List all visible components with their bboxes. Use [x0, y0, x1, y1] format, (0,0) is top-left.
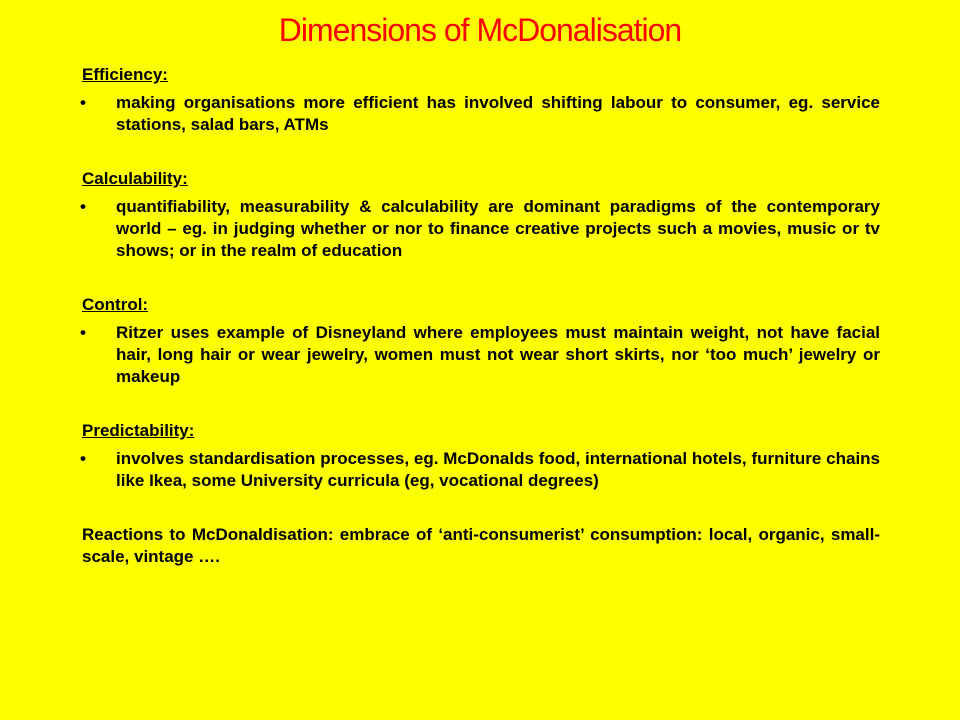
- bullet-item: [82, 196, 880, 262]
- section-efficiency: [82, 64, 880, 136]
- section-heading: Predictability:: [82, 421, 195, 440]
- bullet-marker: •: [80, 449, 86, 468]
- section-heading: Efficiency:: [82, 65, 168, 84]
- bullet-text: Ritzer uses example of Disneyland where employees must maintain weight, not have facial hair, long hair or wear jewelry, women must not wear short skirts, nor ‘too much’ jewelry or makeup: [116, 323, 880, 386]
- section-heading: Control:: [82, 295, 149, 314]
- slide-title: Dimensions of McDonalisation: [278, 12, 682, 48]
- bullet-marker: •: [80, 93, 86, 112]
- bullet-item: [82, 322, 880, 388]
- bullet-marker: •: [80, 197, 86, 216]
- section-predictability: [82, 420, 880, 492]
- section-calculability: [82, 168, 880, 262]
- bullet-item: [82, 448, 880, 492]
- section-heading: Calculability:: [82, 169, 188, 188]
- bullet-marker: •: [80, 323, 86, 342]
- slide-body: [82, 64, 880, 568]
- bullet-item: [82, 92, 880, 136]
- bullet-text: involves standardisation processes, eg. McDonalds food, international hotels, furniture chains like Ikea, some University curricula (eg, vocational degrees): [116, 449, 880, 490]
- section-control: [82, 294, 880, 388]
- closing-paragraph: Reactions to McDonaldisation: embrace of ‘anti-consumerist’ consumption: local, organic, small-scale, vintage ….: [82, 525, 880, 566]
- bullet-text: quantifiability, measurability & calculability are dominant paradigms of the contemporary world – eg. in judging whether or nor to finance creative projects such a movies, music or tv shows; or in the realm of education: [116, 197, 880, 260]
- bullet-text: making organisations more efficient has involved shifting labour to consumer, eg. service stations, salad bars, ATMs: [116, 93, 880, 134]
